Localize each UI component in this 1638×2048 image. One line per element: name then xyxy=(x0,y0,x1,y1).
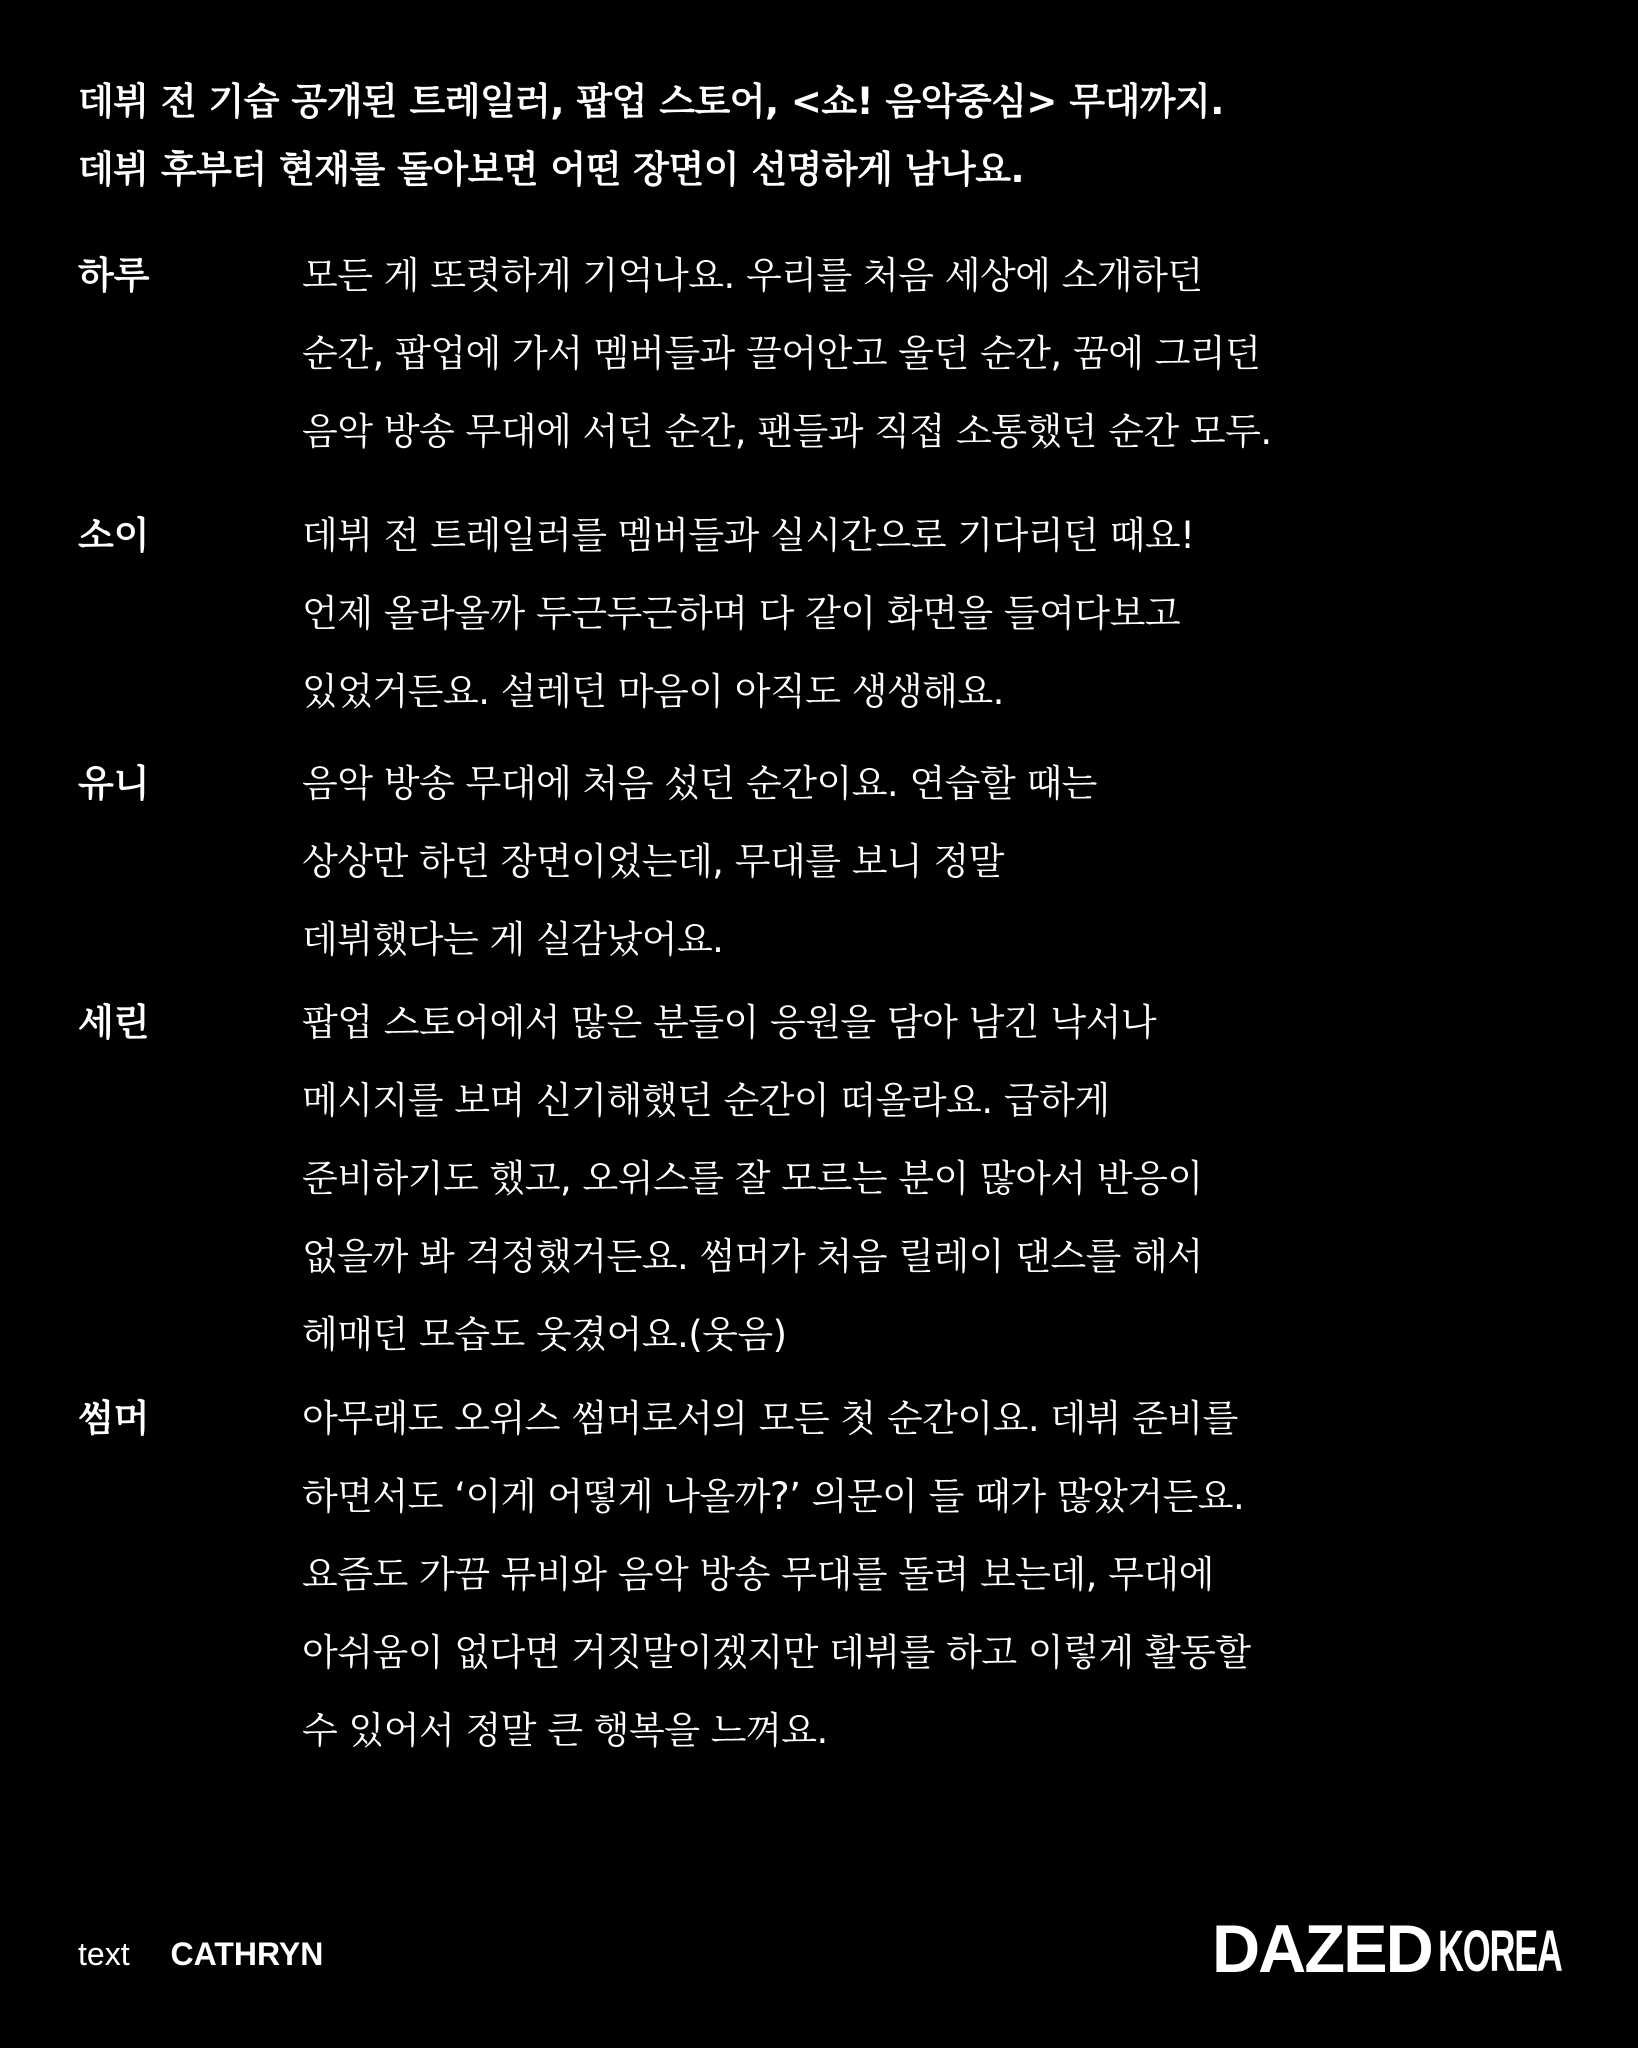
answer-text xyxy=(302,984,1562,1374)
answer-line: 아무래도 오위스 썸머로서의 모든 첫 순간이요. 데뷔 준비를 xyxy=(302,1397,1238,1440)
answer-text xyxy=(302,745,1562,979)
question-line: 데뷔 전 기습 공개된 트레일러, 팝업 스토어, <쇼! 음악중심> 무대까지. xyxy=(78,80,1224,123)
answer-text xyxy=(302,497,1562,731)
answer-line: 음악 방송 무대에 처음 섰던 순간이요. 연습할 때는 xyxy=(302,762,1097,805)
answer-line: 순간, 팝업에 가서 멤버들과 끌어안고 울던 순간, 꿈에 그리던 xyxy=(302,332,1261,375)
speaker-name: 하루 xyxy=(78,254,150,297)
question-line: 데뷔 후부터 현재를 돌아보면 어떤 장면이 선명하게 남나요. xyxy=(78,148,1025,191)
answer-line: 데뷔 전 트레일러를 멤버들과 실시간으로 기다리던 때요! xyxy=(302,514,1195,557)
answer-line: 언제 올라올까 두근두근하며 다 같이 화면을 들여다보고 xyxy=(302,592,1181,635)
speaker-name: 소이 xyxy=(78,514,150,557)
answer-line: 음악 방송 무대에 서던 순간, 팬들과 직접 소통했던 순간 모두. xyxy=(302,410,1272,453)
answer-line: 수 있어서 정말 큰 행복을 느껴요. xyxy=(302,1709,828,1752)
credit-label: text xyxy=(78,1936,130,1972)
answer-line: 모든 게 또렷하게 기억나요. 우리를 처음 세상에 소개하던 xyxy=(302,254,1203,297)
answer-line: 하면서도 ‘이게 어떻게 나올까?’ 의문이 들 때가 많았거든요. xyxy=(302,1475,1245,1518)
answer-line: 요즘도 가끔 뮤비와 음악 방송 무대를 돌려 보는데, 무대에 xyxy=(302,1553,1214,1596)
logo-dazed: DAZED xyxy=(1212,1911,1432,1987)
interview-question xyxy=(78,68,1578,204)
answer-line: 있었거든요. 설레던 마음이 아직도 생생해요. xyxy=(302,670,1004,713)
dazed-korea-logo xyxy=(1212,1911,1562,1987)
credit-name: CATHRYN xyxy=(170,1936,324,1972)
answer-line: 준비하기도 했고, 오위스를 잘 모르는 분이 많아서 반응이 xyxy=(302,1157,1203,1200)
text-credit xyxy=(78,1934,323,1974)
logo-korea: KOREA xyxy=(1438,1919,1562,1984)
speaker-name: 썸머 xyxy=(78,1397,150,1440)
speaker-name: 세린 xyxy=(78,1001,150,1044)
answer-line: 데뷔했다는 게 실감났어요. xyxy=(302,918,724,961)
answer-line: 팝업 스토어에서 많은 분들이 응원을 담아 남긴 낙서나 xyxy=(302,1001,1157,1044)
answer-line: 없을까 봐 걱정했거든요. 썸머가 처음 릴레이 댄스를 해서 xyxy=(302,1235,1203,1278)
speaker-name: 유니 xyxy=(78,762,150,805)
answer-text xyxy=(302,237,1562,471)
answer-line: 상상만 하던 장면이었는데, 무대를 보니 정말 xyxy=(302,840,1004,883)
answer-line: 메시지를 보며 신기해했던 순간이 떠올라요. 급하게 xyxy=(302,1079,1110,1122)
answer-line: 헤매던 모습도 웃겼어요.(웃음) xyxy=(302,1313,787,1356)
answer-text xyxy=(302,1380,1562,1770)
answer-line: 아쉬움이 없다면 거짓말이겠지만 데뷔를 하고 이렇게 활동할 xyxy=(302,1631,1251,1674)
